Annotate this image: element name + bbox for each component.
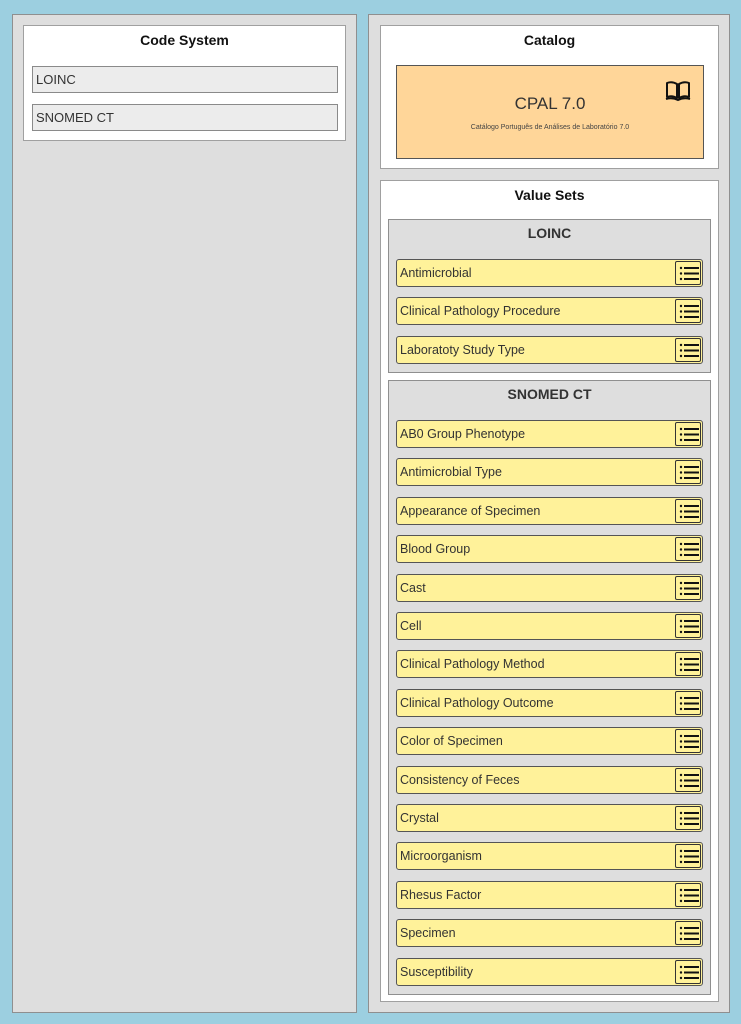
catalog-description: Catálogo Português de Análises de Laboratório 7.0 — [470, 124, 630, 131]
value-set-item[interactable] — [396, 919, 703, 947]
list-icon[interactable] — [675, 844, 701, 868]
list-icon[interactable] — [675, 460, 701, 484]
value-set-item[interactable] — [396, 881, 703, 909]
value-set-item-label: Crystal — [400, 811, 439, 825]
value-set-item[interactable] — [396, 259, 703, 287]
code-system-panel — [23, 25, 346, 141]
catalog-title: Catalog — [523, 32, 576, 48]
list-icon[interactable] — [675, 261, 701, 285]
value-set-item[interactable] — [396, 458, 703, 486]
value-set-item-label: Cast — [400, 581, 426, 595]
value-set-group-loinc — [388, 219, 711, 373]
value-set-group-title: SNOMED CT — [507, 386, 592, 402]
value-set-item[interactable] — [396, 420, 703, 448]
value-set-item[interactable] — [396, 336, 703, 364]
open-book-icon — [665, 80, 691, 102]
catalog-name: CPAL 7.0 — [514, 94, 586, 113]
list-icon[interactable] — [675, 499, 701, 523]
value-set-item[interactable] — [396, 958, 703, 986]
list-icon[interactable] — [675, 921, 701, 945]
value-set-item-label: Laboratoty Study Type — [400, 343, 525, 357]
code-system-item-snomed-ct[interactable]: SNOMED CT — [32, 104, 338, 131]
list-icon[interactable] — [675, 576, 701, 600]
value-sets-panel — [380, 180, 719, 1002]
value-set-item-label: Antimicrobial Type — [400, 465, 502, 479]
list-icon[interactable] — [675, 691, 701, 715]
value-set-item-label: Susceptibility — [400, 965, 473, 979]
value-set-item[interactable] — [396, 535, 703, 563]
value-set-item-label: Clinical Pathology Procedure — [400, 304, 561, 318]
list-icon[interactable] — [675, 768, 701, 792]
value-set-item[interactable] — [396, 727, 703, 755]
value-set-item-label: Antimicrobial — [400, 266, 472, 280]
value-set-item-label: Specimen — [400, 926, 456, 940]
value-set-item[interactable] — [396, 842, 703, 870]
value-set-item[interactable] — [396, 497, 703, 525]
value-set-item-label: Microorganism — [400, 849, 482, 863]
value-set-item-label: Cell — [400, 619, 422, 633]
list-icon[interactable] — [675, 960, 701, 984]
value-set-item-label: Consistency of Feces — [400, 773, 520, 787]
code-system-column — [12, 14, 357, 1013]
code-system-item-loinc[interactable]: LOINC — [32, 66, 338, 93]
value-set-item[interactable] — [396, 574, 703, 602]
value-set-item[interactable] — [396, 689, 703, 717]
value-set-item-label: Blood Group — [400, 542, 471, 556]
code-system-title: Code System — [140, 32, 229, 48]
list-icon[interactable] — [675, 614, 701, 638]
value-set-item-label: Color of Specimen — [400, 734, 503, 748]
list-icon[interactable] — [675, 422, 701, 446]
value-set-item[interactable] — [396, 297, 703, 325]
list-icon[interactable] — [675, 537, 701, 561]
value-set-item[interactable] — [396, 612, 703, 640]
list-icon[interactable] — [675, 729, 701, 753]
list-icon[interactable] — [675, 299, 701, 323]
value-set-item-label: AB0 Group Phenotype — [400, 427, 526, 441]
catalog-card-cpal[interactable] — [396, 65, 704, 159]
catalog-column — [368, 14, 730, 1013]
value-set-item[interactable] — [396, 804, 703, 832]
list-icon[interactable] — [675, 883, 701, 907]
value-set-group-title: LOINC — [527, 225, 572, 241]
value-set-item-label: Clinical Pathology Method — [400, 657, 545, 671]
value-set-item[interactable] — [396, 650, 703, 678]
value-set-item[interactable] — [396, 766, 703, 794]
value-set-item-label: Clinical Pathology Outcome — [400, 696, 554, 710]
list-icon[interactable] — [675, 652, 701, 676]
value-sets-title: Value Sets — [514, 187, 585, 203]
value-set-group-snomed-ct — [388, 380, 711, 995]
list-icon[interactable] — [675, 338, 701, 362]
value-set-item-label: Rhesus Factor — [400, 888, 482, 902]
value-set-item-label: Appearance of Specimen — [400, 504, 541, 518]
list-icon[interactable] — [675, 806, 701, 830]
catalog-panel — [380, 25, 719, 169]
